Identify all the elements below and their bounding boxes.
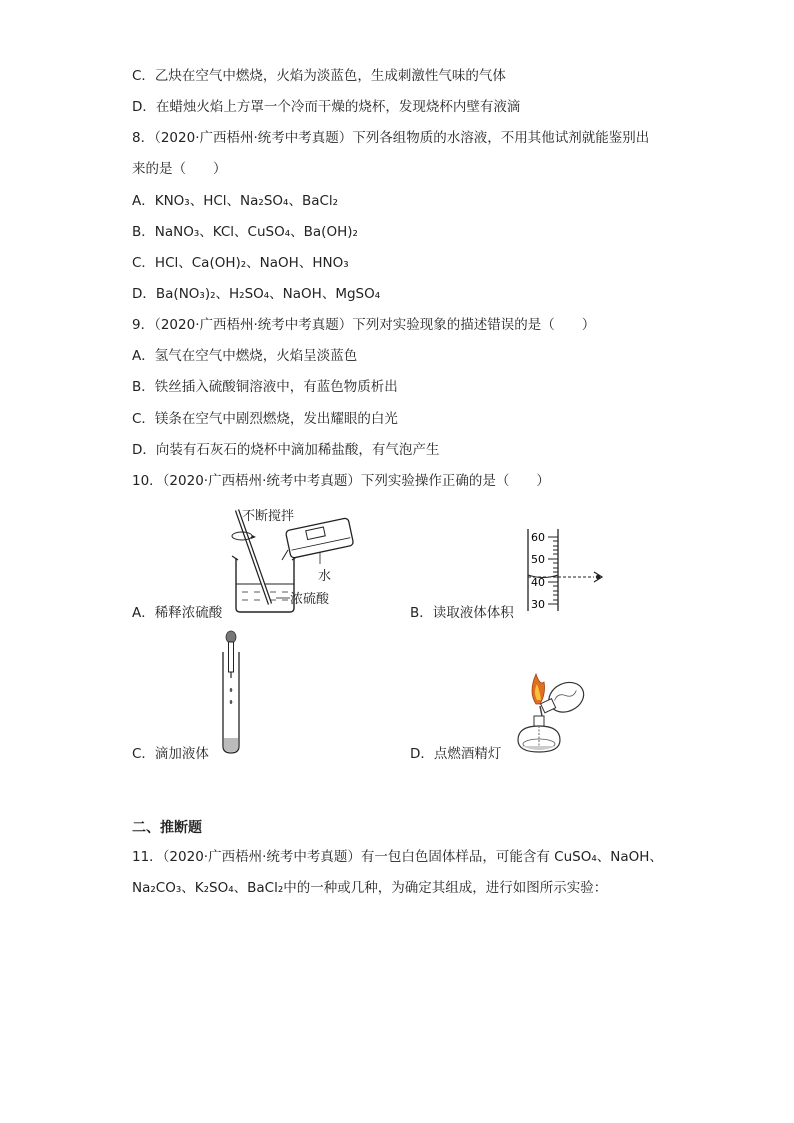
q9-option-a: A．氢气在空气中燃烧，火焰呈淡蓝色 xyxy=(132,348,358,364)
q10-option-d: D．点燃酒精灯 xyxy=(410,746,502,762)
eye-icon xyxy=(594,572,602,582)
q9-option-c: C．镁条在空气中剧烈燃烧，发出耀眼的白光 xyxy=(132,411,398,427)
q10-option-b: B．读取液体体积 xyxy=(410,605,514,621)
q8-stem-line1: 8．（2020·广西梧州·统考中考真题）下列各组物质的水溶液，不用其他试剂就能鉴别出 xyxy=(132,130,650,146)
tick-30: 30 xyxy=(531,598,545,611)
label-water: 水 xyxy=(318,569,332,584)
q8-option-d: D．Ba(NO₃)₂、H₂SO₄、NaOH、MgSO₄ xyxy=(132,286,381,302)
q7-option-d: D．在蜡烛火焰上方罩一个冷而干燥的烧杯，发现烧杯内壁有液滴 xyxy=(132,99,521,115)
q11-stem-line1: 11．（2020·广西梧州·统考中考真题）有一包白色固体样品，可能含有 CuSO₄、NaOH、 xyxy=(132,849,663,865)
alcohol-lamp-figure xyxy=(510,668,592,756)
q11-stem-line2: Na₂CO₃、K₂SO₄、BaCl₂中的一种或几种，为确定其组成，进行如图所示实验： xyxy=(132,880,608,896)
q10-option-a: A．稀释浓硫酸 xyxy=(132,605,223,621)
q10-stem: 10．（2020·广西梧州·统考中考真题）下列实验操作正确的是（ ） xyxy=(132,473,550,489)
q8-stem-line2: 来的是（ ） xyxy=(132,161,227,177)
q9-option-d: D．向装有石灰石的烧杯中滴加稀盐酸，有气泡产生 xyxy=(132,442,440,458)
dropper-test-tube-figure xyxy=(218,630,244,756)
q7-option-c: C．乙炔在空气中燃烧，火焰为淡蓝色，生成刺激性气味的气体 xyxy=(132,68,506,84)
graduated-cylinder-figure xyxy=(524,527,610,613)
label-stir: 不断搅拌 xyxy=(242,509,295,524)
tick-50: 50 xyxy=(531,553,545,566)
tick-60: 60 xyxy=(531,531,545,544)
q8-option-a: A．KNO₃、HCl、Na₂SO₄、BaCl₂ xyxy=(132,193,339,209)
q9-stem: 9．（2020·广西梧州·统考中考真题）下列对实验现象的描述错误的是（ ） xyxy=(132,317,596,333)
q10-option-c: C．滴加液体 xyxy=(132,746,209,762)
q8-option-b: B．NaNO₃、KCl、CuSO₄、Ba(OH)₂ xyxy=(132,224,358,240)
tick-40: 40 xyxy=(531,576,545,589)
q8-option-c: C．HCl、Ca(OH)₂、NaOH、HNO₃ xyxy=(132,255,349,271)
section-title: 二、推断题 xyxy=(132,820,202,836)
q9-option-b: B．铁丝插入硫酸铜溶液中，有蓝色物质析出 xyxy=(132,379,398,395)
label-conc-acid: 浓硫酸 xyxy=(290,592,330,607)
dilute-acid-figure xyxy=(220,500,380,615)
